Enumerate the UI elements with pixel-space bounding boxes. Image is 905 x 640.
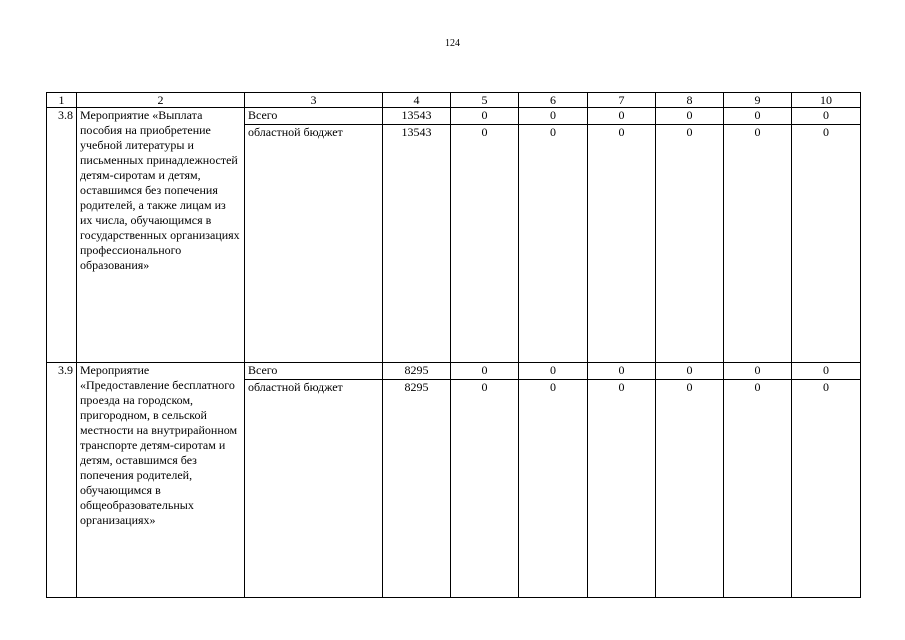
header-cell-10: 10 <box>792 93 861 108</box>
funding-source: Всего <box>245 363 383 380</box>
value-cell: 0 <box>588 108 656 125</box>
value-cell: 13543 <box>383 108 451 125</box>
header-cell-5: 5 <box>451 93 519 108</box>
value-cell: 0 <box>519 363 588 380</box>
value-cell: 0 <box>451 108 519 125</box>
value-cell: 8295 <box>383 363 451 380</box>
event-number: 3.9 <box>47 363 77 598</box>
value-cell: 0 <box>792 363 861 380</box>
header-cell-6: 6 <box>519 93 588 108</box>
event-name-text: Мероприятие «Выплата пособия на приобретение учебной литературы и письменных принадлежностей детям-сиротам и детям, оставшимся без попечения родителей, а также лицам из их числа, обучающимся в государственных организациях профессионального образования» <box>80 108 240 272</box>
value-cell: 0 <box>792 125 861 363</box>
header-cell-4: 4 <box>383 93 451 108</box>
value-cell: 0 <box>451 363 519 380</box>
budget-table <box>46 92 861 598</box>
header-cell-9: 9 <box>724 93 792 108</box>
value-cell: 0 <box>792 108 861 125</box>
header-cell-2: 2 <box>77 93 245 108</box>
funding-source: областной бюджет <box>245 380 383 598</box>
value-cell: 0 <box>519 125 588 363</box>
value-cell: 0 <box>588 125 656 363</box>
value-cell: 0 <box>588 380 656 598</box>
value-cell: 0 <box>724 125 792 363</box>
header-cell-7: 7 <box>588 93 656 108</box>
value-cell: 0 <box>656 380 724 598</box>
value-cell: 0 <box>724 108 792 125</box>
event-number: 3.8 <box>47 108 77 363</box>
value-cell: 0 <box>519 108 588 125</box>
value-cell: 0 <box>724 363 792 380</box>
value-cell: 0 <box>656 363 724 380</box>
value-cell: 0 <box>519 380 588 598</box>
value-cell: 8295 <box>383 380 451 598</box>
value-cell: 13543 <box>383 125 451 363</box>
table-row <box>47 108 861 125</box>
event-name-text: Мероприятие «Предоставление бесплатного проезда на городском, пригородном, в сельской местности на внутрирайонном транспорте детям-сиротам и детям, оставшимся без попечения родителей, обучающимся в общеобразовательных организациях» <box>80 363 238 527</box>
value-cell: 0 <box>451 380 519 598</box>
value-cell: 0 <box>724 380 792 598</box>
header-row <box>47 93 861 108</box>
page-number: 124 <box>445 38 460 49</box>
header-cell-8: 8 <box>656 93 724 108</box>
value-cell: 0 <box>656 125 724 363</box>
table-row <box>47 363 861 380</box>
value-cell: 0 <box>656 108 724 125</box>
event-name <box>77 108 245 363</box>
funding-source: областной бюджет <box>245 125 383 363</box>
header-cell-3: 3 <box>245 93 383 108</box>
header-cell-1: 1 <box>47 93 77 108</box>
event-name <box>77 363 245 598</box>
value-cell: 0 <box>588 363 656 380</box>
value-cell: 0 <box>451 125 519 363</box>
funding-source: Всего <box>245 108 383 125</box>
value-cell: 0 <box>792 380 861 598</box>
